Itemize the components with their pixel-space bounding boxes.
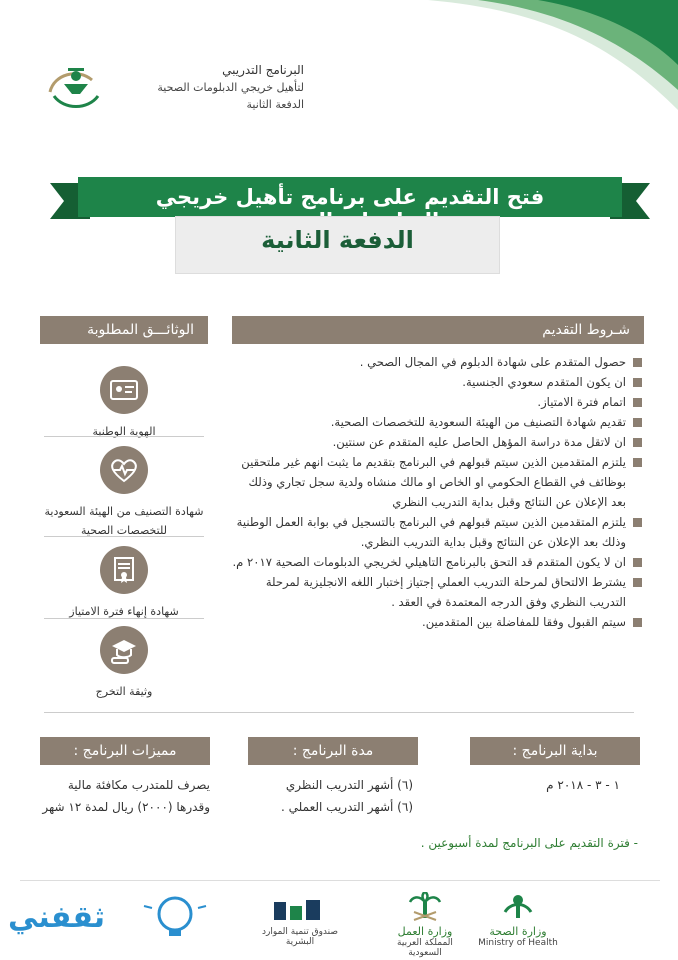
moh-name: وزارة الصحة bbox=[489, 925, 547, 938]
condition-item: ان لا يكون المتقدم قد التحق بالبرنامج التاهيلي لخريجي الدبلومات الصحية ٢٠١٧ م. bbox=[232, 552, 642, 572]
document-label: شهادة إنهاء فترة الامتياز bbox=[69, 605, 179, 618]
document-internship bbox=[36, 546, 212, 621]
document-classification bbox=[36, 446, 212, 540]
features-values bbox=[40, 774, 210, 818]
palm-emblem-icon bbox=[408, 892, 442, 922]
condition-item: ان يكون المتقدم سعودي الجنسية. bbox=[232, 372, 642, 392]
document-label: وثيقة التخرج bbox=[95, 685, 153, 698]
graduate-logo-icon bbox=[44, 62, 106, 114]
hrdf-emblem-icon bbox=[270, 896, 330, 924]
duration-line: (٦) أشهر التدريب العملي . bbox=[281, 800, 413, 814]
condition-item: يلتزم المتقدمين الذين سيتم قبولهم في البرنامج بالتسجيل في بوابة العمل الوطنية وذلك بعد الإعلان عن النتائج وقبل بداية التدريب النظري. bbox=[232, 512, 642, 552]
program-name-line2: لتأهيل خريجي الدبلومات الصحية bbox=[157, 81, 304, 94]
condition-item: يلتزم المتقدمين الذين سيتم قبولهم في البرنامج بتقديم ما يثبت انهم غير ملتحقين بوظائف في القطاع الحكومي او الخاص او مالك منشاه ولدية سجل تجاري وذلك بعد الإعلان عن النتائج وقبل بداية التدريب النظري bbox=[232, 452, 642, 512]
program-name-line3: الدفعة الثانية bbox=[246, 98, 304, 111]
diploma-icon bbox=[100, 626, 148, 674]
program-logo bbox=[44, 62, 304, 122]
document-divider bbox=[44, 536, 204, 537]
condition-item: سيتم القبول وفقا للمفاضلة بين المتقدمين. bbox=[232, 612, 642, 632]
moh-emblem-icon bbox=[501, 892, 535, 922]
banner-subtitle: الدفعة الثانية bbox=[261, 226, 414, 254]
banner-title: فتح التقديم على برنامج تأهيل خريجي bbox=[155, 185, 545, 209]
moh-logo bbox=[478, 892, 558, 948]
program-name-line1: البرنامج التدريبي bbox=[222, 63, 304, 77]
condition-item: ان لاتقل مدة دراسة المؤهل الحاصل عليه المتقدم عن سنتين. bbox=[232, 432, 642, 452]
start-header: بداية البرنامج : bbox=[470, 737, 640, 765]
application-period-note: - فترة التقديم على البرنامج لمدة أسبوعين . bbox=[420, 836, 638, 850]
id-card-icon bbox=[100, 366, 148, 414]
document-divider bbox=[44, 618, 204, 619]
top-green-swoosh bbox=[278, 0, 678, 130]
hrdf-logo bbox=[250, 896, 350, 947]
mol-name: وزارة العمل bbox=[397, 925, 453, 938]
sub-banner bbox=[175, 216, 500, 274]
features-header: مميزات البرنامج : bbox=[40, 737, 210, 765]
lightbulb-icon bbox=[140, 894, 210, 944]
heartbeat-icon bbox=[100, 446, 148, 494]
certificate-icon bbox=[100, 546, 148, 594]
duration-values bbox=[248, 774, 413, 818]
hrdf-subtitle: صندوق تنمية الموارد البشرية bbox=[261, 927, 339, 947]
section-divider bbox=[44, 712, 634, 713]
start-value: ١ - ٣ - ٢٠١٨ م bbox=[546, 778, 620, 792]
condition-item: يشترط الالتحاق لمرحلة التدريب العملي إجتياز إختبار اللغه الانجليزية لمرحلة التدريب النظري وفق الدرجه المعتمدة في العقد . bbox=[232, 572, 642, 612]
features-line: يصرف للمتدرب مكافئة مالية bbox=[67, 778, 210, 792]
mol-subtitle: المملكة العربية السعودية bbox=[397, 938, 453, 958]
conditions-list bbox=[232, 352, 642, 632]
duration-header: مدة البرنامج : bbox=[248, 737, 418, 765]
duration-line: (٦) أشهر التدريب النظري bbox=[285, 778, 413, 792]
document-divider bbox=[44, 436, 204, 437]
brand-logo-text: ثقفني bbox=[8, 900, 106, 935]
document-label: الهوية الوطنية bbox=[92, 425, 156, 438]
conditions-header: شـروط التقديم bbox=[232, 316, 644, 344]
features-line: وقدرها (٢٠٠٠) ريال لمدة ١٢ شهر bbox=[42, 800, 210, 814]
footer-divider bbox=[20, 880, 660, 881]
condition-item: اتمام فترة الامتياز. bbox=[232, 392, 642, 412]
condition-item: حصول المتقدم على شهادة الدبلوم في المجال الصحي . bbox=[232, 352, 642, 372]
document-label: شهادة التصنيف من الهيئة السعودية للتخصصات الصحية bbox=[44, 505, 204, 537]
condition-item: تقديم شهادة التصنيف من الهيئة السعودية للتخصصات الصحية. bbox=[232, 412, 642, 432]
document-national-id bbox=[36, 366, 212, 441]
document-graduation bbox=[36, 626, 212, 701]
mol-logo bbox=[382, 892, 468, 958]
moh-name-en: Ministry of Health bbox=[478, 938, 558, 948]
documents-header: الوثائـــق المطلوبة bbox=[40, 316, 208, 344]
